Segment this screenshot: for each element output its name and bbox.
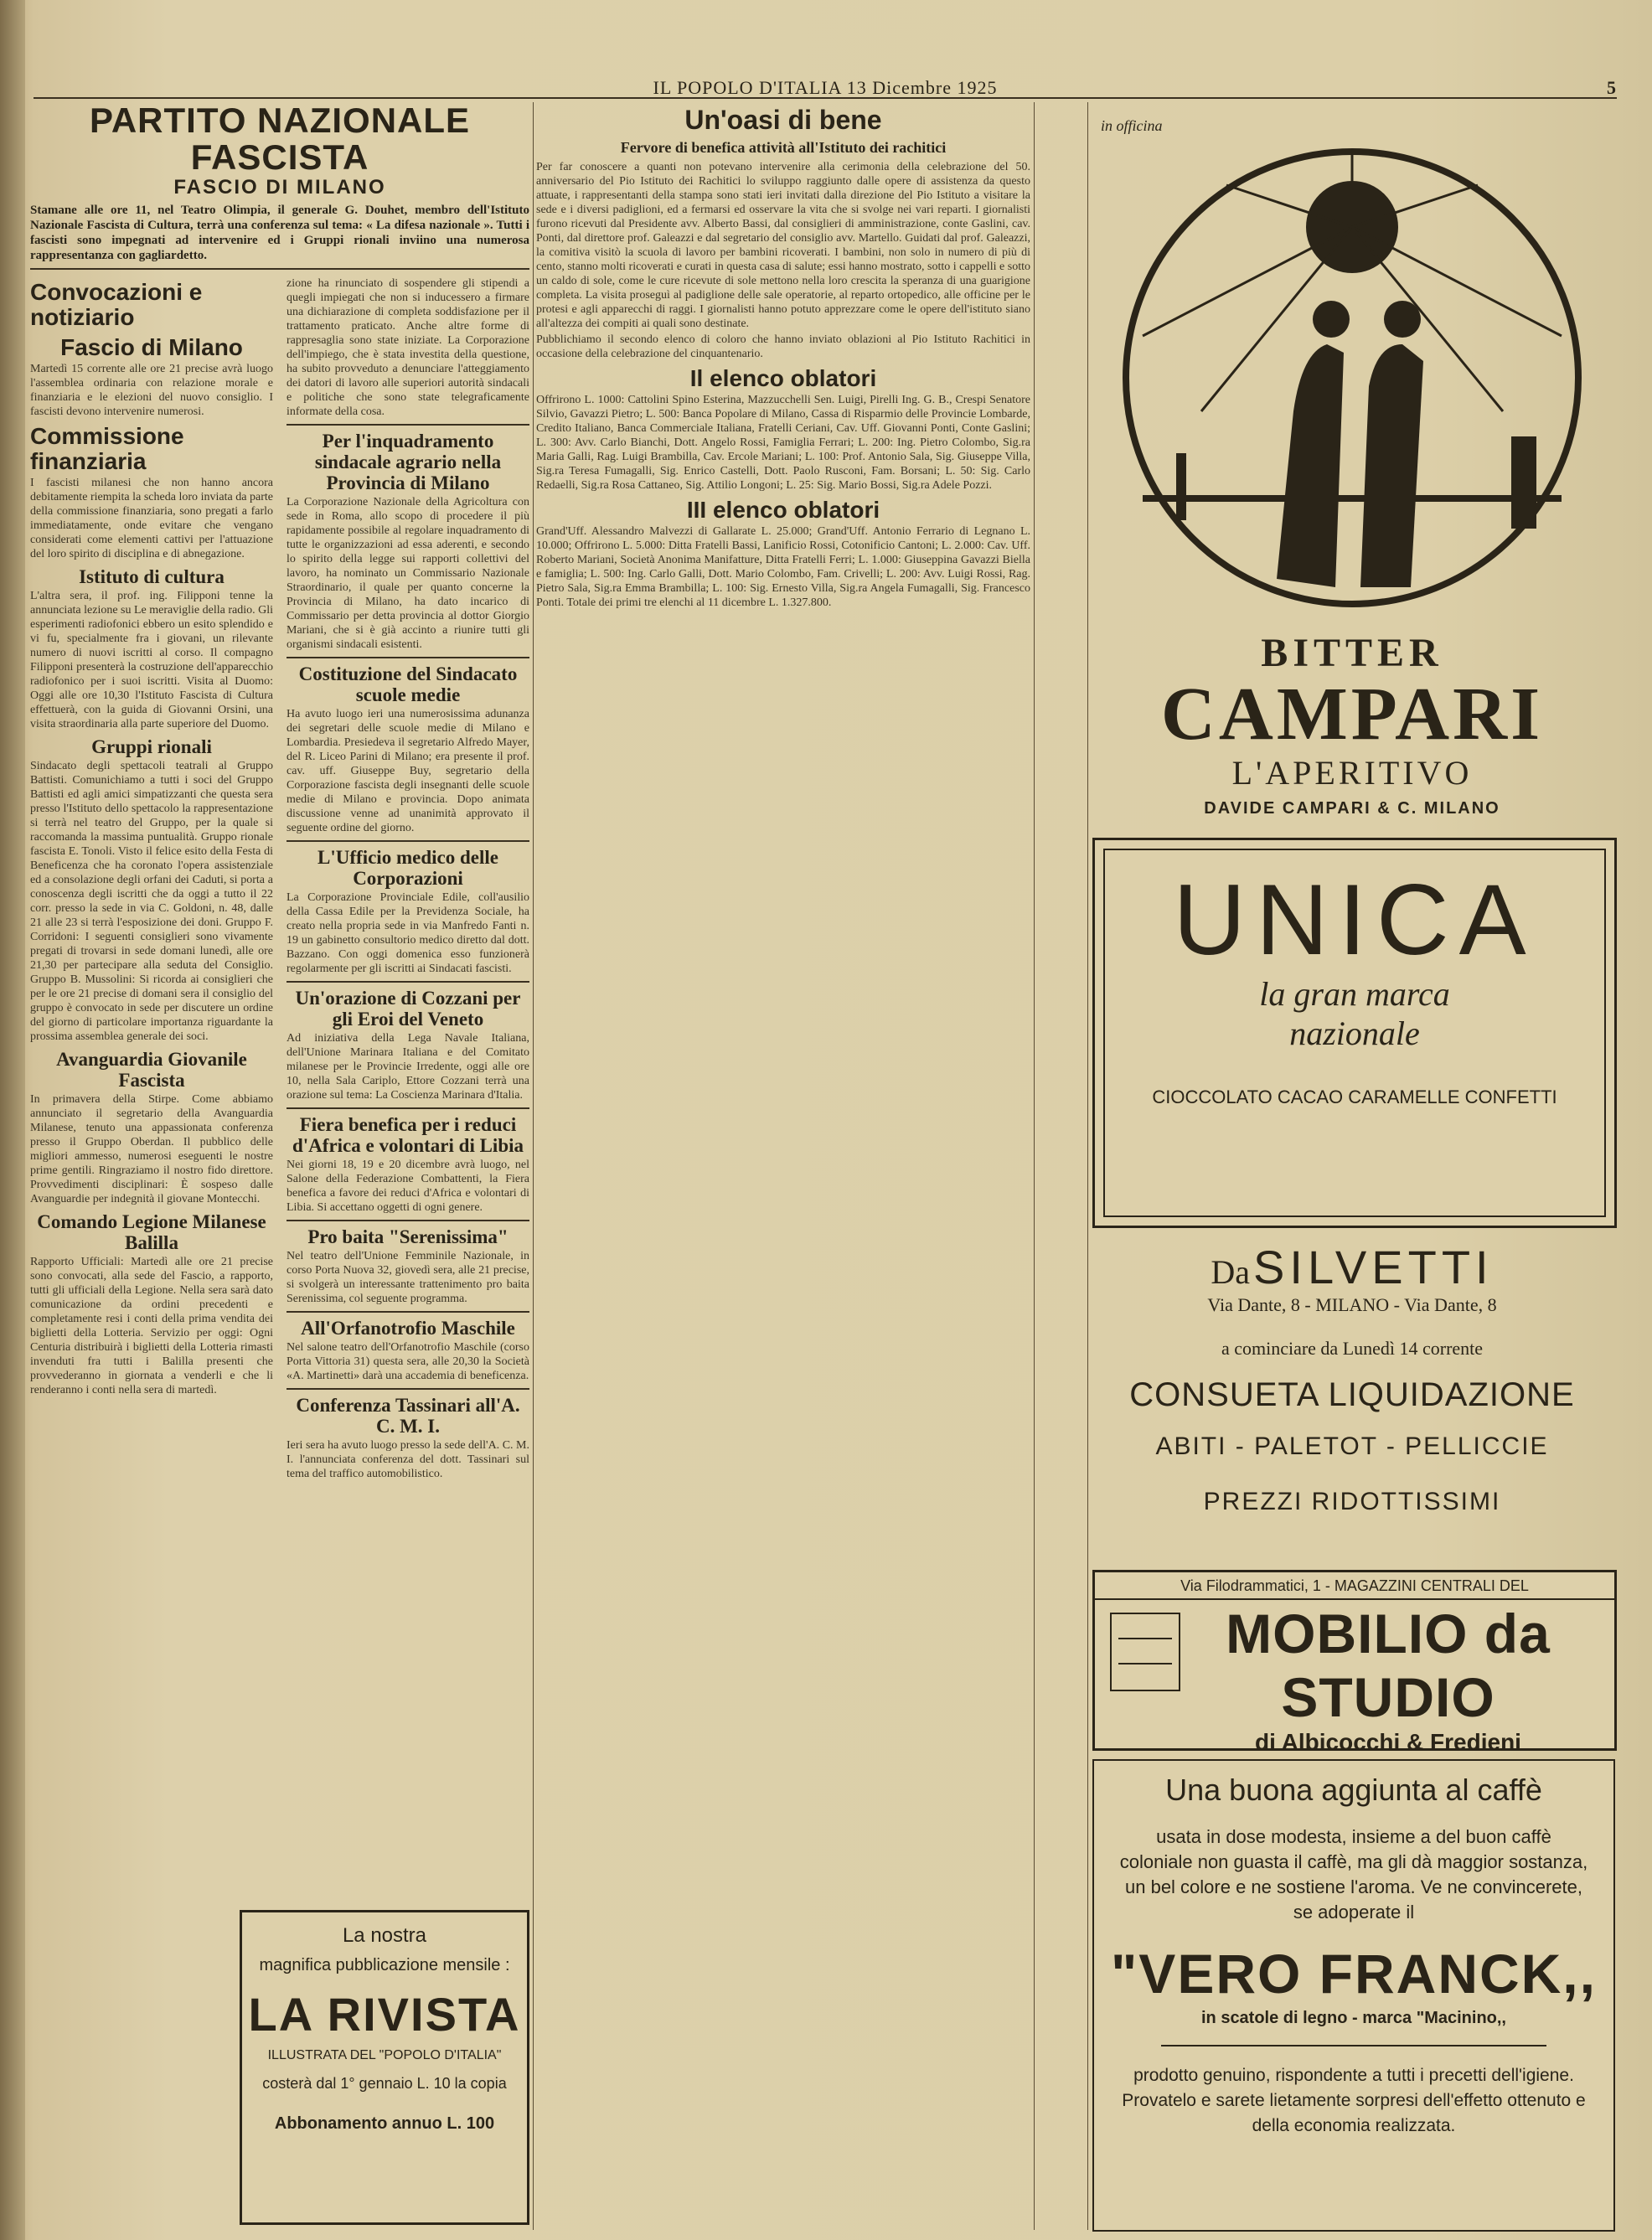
- unica-products: CIOCCOLATO CACAO CARAMELLE CONFETTI: [1152, 1086, 1557, 1107]
- rivista-line3: ILLUSTRATA DEL "POPOLO D'ITALIA": [267, 2048, 502, 2062]
- section-title: III elenco oblatori: [686, 497, 880, 523]
- franck-title: Una buona aggiunta al caffè: [1165, 1773, 1542, 1807]
- section-text: Nel salone teatro dell'Orfanotrofio Maschile (corso Porta Vittoria 31) questa sera, alle 20,30 la Società «A. Martinetti» darà una accademia di beneficenza.: [287, 1341, 529, 1382]
- unica-inner-frame: [1103, 849, 1606, 1217]
- section-text: I fascisti milanesi che non hanno ancora debitamente riempita la scheda loro inviata da parte della commissione finanziaria, sono pregati a farlo immediatamente, onde evitare che vengano considerati come elementi cattivi per l'attuazione del loro spirito di disciplina e di abnegazione.: [30, 477, 273, 560]
- section-text: Nei giorni 18, 19 e 20 dicembre avrà luogo, nel Salone della Federazione Combattenti, la Fiera benefica a favore dei reduci d'Africa e volontari di Libia. Si accettano oggetti di ogni genere.: [287, 1159, 529, 1214]
- section-title: L'Ufficio medico delle Corporazioni: [317, 847, 498, 889]
- section-title: All'Orfanotrofio Maschile: [301, 1318, 515, 1339]
- section-title: Un'orazione di Cozzani per gli Eroi del Veneto: [295, 988, 521, 1030]
- rivista-price: Abbonamento annuo L. 100: [274, 2114, 495, 2133]
- page-gutter: [0, 0, 25, 2240]
- divider: [287, 657, 529, 658]
- section-text: In primavera della Stirpe. Come abbiamo annunciato il segretario della Avanguardia Milanese, tenuto una appassionata conferenza presso il Gruppo Oberdan. Il pubblico delle migliori ammesso, numerosi eseguenti le nostre prime gentili. Ringraziamo il nostro fido direttore. Provvedimenti disciplinari: È sospeso dalle Avanguardie per indegnità il giovane Montecchi.: [30, 1093, 273, 1205]
- silvetti-address: Via Dante, 8 - MILANO - Via Dante, 8: [1207, 1294, 1497, 1315]
- ad-unica: [1092, 838, 1617, 1228]
- section-title: Convocazioni e notiziario: [30, 279, 203, 330]
- section-title: Pro baita "Serenissima": [307, 1226, 509, 1247]
- masthead-title: IL POPOLO D'ITALIA 13 Dicembre 1925: [653, 77, 998, 98]
- page-number: 5: [1607, 77, 1617, 98]
- article-text: Per far conoscere a quanti non potevano intervenire alla cerimonia della celebrazione del 50. anniversario del Pio Istituto dei Rachitici lo sviluppo raggiunto dalle opere di assistenza da questo attuate, i rappresentanti della stampa sono stati ieri invitati dalla direzione del Pio Istituto a visitare la sede e i diversi padiglioni, ed a fermarsi ed osservare la vita che si svolge nei vari reparti. I giornalisti furono ricevuti dal Presidente avv. Alberto Bassi, dal consiglieri di amministrazione, conte Gaslini, cav. Ponti, dal direttore prof. Galeazzi e dal segretario del consiglio avv. Martello. Guidati dal prof. Galeazzi, la comitiva visitò la scuola di lavoro per bambini ricoverati. I bambini, non solo in numero di più di cento, stanno molti ricoverati e curati in questa casa di salute; essi hanno mostrato, sotto i cappelli e sotto un caldo di sole, come le cure ricevute di sole mettono nella loro crescita la speranza di una guarigione completa. La visita proseguì al padiglione delle sale operatorie, al reparto ortopedico, alle officine per le protesi e agli apparecchi di raggi. I giornalisti hanno potuto apprezzare come le opere dell'istituto siano all'altezza dei compiti ai quali sono destinate.: [536, 161, 1030, 330]
- divider: [1161, 2045, 1546, 2046]
- campari-maker: DAVIDE CAMPARI & C. MILANO: [1204, 799, 1500, 818]
- franck-body: usata in dose modesta, insieme a del buon caffè coloniale non guasta il caffè, ma gli dà maggior sostanza, un bel colore e ne sostiene l'aroma. Ve ne convincerete, se adoperate il: [1119, 1826, 1588, 1923]
- desk-icon: [1110, 1613, 1180, 1691]
- franck-footer: prodotto genuino, rispondente a tutti i precetti dell'igiene. Provatelo e sarete lietamente sorpresi dell'effetto ottenuto e della economia realizzata.: [1122, 2066, 1586, 2135]
- divider: [287, 1107, 529, 1109]
- section-text: Nel teatro dell'Unione Femminile Nazionale, in corso Porta Nuova 32, giovedì sera, alle 21 precise, si svolgerà un interessante trattenimento pro baita Serenissima, col seguente programma.: [287, 1250, 529, 1305]
- section-title: Istituto di cultura: [79, 566, 225, 587]
- section-text: Martedì 15 corrente alle ore 21 precise avrà luogo l'assemblea ordinaria con relazione morale e finanziaria e le elezioni del nuovo consiglio. I fascisti devono intervenire numerosi.: [30, 363, 273, 418]
- section-title: Costituzione del Sindacato scuole medie: [298, 663, 518, 705]
- divider: [287, 840, 529, 842]
- silvetti-start: a cominciare da Lunedì 14 corrente: [1221, 1338, 1484, 1359]
- campari-brand1: BITTER: [1261, 631, 1443, 675]
- section-text: zione ha rinunciato di sospendere gli stipendi a quegli impiegati che non si inducessero a firmare una dichiarazione di completa soddisfazione per il trattamento praticato. Anche altre forme di rappresaglia sono state iniziate. La Corporazione dell'impiego, che è stata investita della questione, ha subito provveduto a denunciare l'atteggiamento dei datori di lavoro alle superiori autorità sindacali e politiche che sono state telegraficamente informate della cosa.: [287, 277, 529, 418]
- section-text: L'altra sera, il prof. ing. Filipponi tenne la annunciata lezione su Le meraviglie della radio. Gli esperimenti radiofonici ebbero un esito splendido e vi fu, specialmente fra i giovani, un rilevante numero di nuovi iscritti al corso. Il compagno Filipponi presenterà la costruzione dell'apparecchio radiofonico per i suoi iscritti. Visita al Duomo: Oggi alle ore 10,30 l'Istituto Fascista di Cultura effettuerà, con la guida di Giovanni Orsini, una visita straordinaria alla parte superiore del Duomo.: [30, 590, 273, 730]
- column-oasi-di-bene: [536, 102, 1030, 2230]
- rivista-title: LA RIVISTA: [248, 1988, 521, 2041]
- unica-line2: nazionale: [1289, 1014, 1420, 1052]
- rivista-line4: costerà dal 1° gennaio L. 10 la copia: [262, 2075, 507, 2092]
- divider: [287, 1311, 529, 1313]
- column-rule: [1034, 102, 1035, 2230]
- ad-mobilio-da-studio: [1092, 1570, 1617, 1755]
- unica-brand: UNICA: [1173, 864, 1536, 976]
- headline: PARTITO NAZIONALE FASCISTA: [89, 102, 471, 177]
- subheadline: Fervore di benefica attività all'Istituto dei rachitici: [620, 139, 947, 156]
- donor-list: Grand'Uff. Alessandro Malvezzi di Gallarate L. 25.000; Grand'Uff. Antonio Ferrario di Legnano L. 10.000; Offrirono L. 5.000: Ditta Fratelli Bassi, Lanificio Rossi, Cotonificio Cantoni; L. 2.000: Cav. Uff. Roberto Mariani, Società Anonima Manifatture, Ditta Fratelli Ferri; L. 1.000: Giuseppina Gavazzi Biella e famiglia; L. 500: Ing. Carlo Galli, Dott. Mario Colombo, Fam. Crivelli; L. 200: Avv. Luigi Rossi, Rag. Pietro Sala, Sig.ra Emma Brambilla; L. 100: Sig. Ernesto Villa, Sig.ra Angela Fumagalli, Sig. Francesco Ponti. Totale dei primi tre elenchi al 11 dicembre L. 1.327.800.: [536, 525, 1030, 609]
- divider: [30, 268, 529, 270]
- campari-brand2: CAMPARI: [1160, 673, 1544, 756]
- rivista-line2: magnifica pubblicazione mensile :: [259, 1956, 510, 1974]
- subcolumn-left: [30, 275, 273, 1399]
- campari-top: in officina: [1101, 117, 1163, 134]
- section-text: Ha avuto luogo ieri una numerosissima adunanza dei segretari delle scuole medie di Milano e Lombardia. Presiedeva il segretario Alfredo Mayer, del R. Liceo Parini di Milano; era presente il prof. cav. uff. Giuseppe Buy, segretario della Corporazione fascista degli insegnanti delle scuole medie di Milano e provincia. Dopo animata discussione venne ad unanimità approvato il seguente ordine del giorno.: [287, 708, 529, 834]
- silvetti-sale: CONSUETA LIQUIDAZIONE: [1129, 1376, 1575, 1413]
- campari-tag: L'APERITIVO: [1231, 754, 1473, 792]
- section-title: Conferenza Tassinari all'A. C. M. I.: [296, 1395, 520, 1437]
- franck-sub: in scatole di legno - marca "Macinino,,: [1200, 2009, 1506, 2027]
- divider: [287, 424, 529, 426]
- franck-brand: "VERO FRANCK,,: [1111, 1943, 1597, 2005]
- section-title: Il elenco oblatori: [689, 365, 877, 391]
- subheadline: FASCIO DI MILANO: [173, 176, 386, 199]
- ad-silvetti: [1092, 1240, 1612, 1558]
- ad-vero-franck: [1092, 1759, 1615, 2232]
- unica-line1: la gran marca: [1259, 975, 1450, 1013]
- silvetti-da: Da: [1211, 1253, 1251, 1291]
- section-title: Fiera benefica per i reduci d'Africa e volontari di Libia: [292, 1114, 524, 1156]
- divider: [287, 1388, 529, 1390]
- campari-illustration: [1092, 135, 1612, 621]
- section-title: Per l'inquadramento sindacale agrario nella Provincia di Milano: [314, 431, 502, 493]
- column-rule: [533, 102, 534, 2230]
- ad-campari: [1092, 117, 1612, 823]
- silvetti-items: ABITI - PALETOT - PELLICCIE: [1155, 1432, 1549, 1460]
- subcolumn-right: [287, 275, 529, 1483]
- rivista-line1: La nostra: [342, 1924, 427, 1947]
- section-title: Gruppi rionali: [91, 736, 212, 757]
- mobilio-brand: MOBILIO da STUDIO: [1226, 1603, 1551, 1728]
- mobilio-top: Via Filodrammatici, 1 - MAGAZZINI CENTRALI DEL: [1095, 1577, 1614, 1600]
- section-title: Fascio di Milano: [60, 334, 243, 360]
- section-text: Sindacato degli spettacoli teatrali al Gruppo Battisti. Comunichiamo a tutti i soci del Gruppo Battisti ed agli amici simpatizzanti che questa sera presso l'Istituto dello spettacolo la rappresentazione si terrà nel teatro del Gruppo, per la quale si raccomanda la massima puntualità. Gruppo rionale fascista E. Tonoli. Visto il felice esito della Festa di Beneficenza che ha coronato l'opera assistenziale ed a consolazione degli orfani dei Caduti, si porta a conoscenza degli iscritti che da oggi a tutto il 22 corr. presso la sede in via C. Goldoni, n. 48, dalle 21 alle 23 si terrà l'esposizione dei doni. Gruppo F. Corridoni: I seguenti consiglieri sono vivamente pregati di trovarsi in sede domani lunedì, alle ore 21,30 per partecipare alla seduta del Consiglio. Gruppo B. Mussolini: Si ricorda ai consiglieri che per le ore 21 precise di domani sera il consiglio del gruppo è convocato in sede per discutere un ordine del giorno di particolare importanza riguardante la prossima assemblea generale dei soci.: [30, 760, 273, 1043]
- lead-paragraph: Stamane alle ore 11, nel Teatro Olimpia, il generale G. Douhet, membro dell'Istituto Nazionale Fascista di Cultura, terrà una conferenza sul tema: « La difesa nazionale ». Tutti i fascisti sono impegnati ad intervenire ed i Gruppi rionali inviino una numerosa rappresentanza con gagliardetto.: [30, 204, 529, 262]
- section-text: La Corporazione Nazionale della Agricoltura con sede in Roma, allo scopo di procedere il più rapidamente possibile al regolare inquadramento di tutte le organizzazioni ad essa aderenti, e secondo lo spirito della legge sui rapporti collettivi del lavoro, ha nominato un Commissario Nazionale Straordinario, il quale per quanto concerne la Provincia di Milano, ha dato incarico di Commissario per detta provincia al dottor Giorgio Mariani, che si è già accinto a riunire tutti gli organismi sindacali esistenti.: [287, 496, 529, 651]
- headline: Un'oasi di bene: [684, 105, 882, 135]
- section-text: Rapporto Ufficiali: Martedì alle ore 21 precise sono convocati, alla sede del Fascio, a rapporto, tutti gli ufficiali della Legione. Nella sera sarà dato comunicazione da ordini precedenti e completamente resi i conti della prima vendita dei biglietti della Lotteria. Servizio per oggi: Ogni Centuria distribuirà i biglietti della Lotteria rimasti invenduti fra tutti i Balilla presenti che provvederanno in giornata a venderli e che li renderanno i conti nella sera di martedì.: [30, 1256, 273, 1396]
- divider: [287, 1220, 529, 1221]
- column-spacer: [1037, 102, 1086, 2230]
- section-text: Ad iniziativa della Lega Navale Italiana, dell'Unione Marinara Italiana e del Comitato milanese per le Provincie Irredente, oggi alle ore 10, nella Sala Cariplo, Ettore Cozzani terrà una orazione sul tema: La Coscienza Marinara d'Italia.: [287, 1032, 529, 1102]
- silvetti-prices: PREZZI RIDOTTISSIMI: [1203, 1488, 1501, 1515]
- ad-la-rivista: [240, 1910, 529, 2225]
- donor-list: Offrirono L. 1000: Cattolini Spino Esterina, Mazzucchelli Sen. Luigi, Pirelli Ing. G. B., Crespi Senatore Silvio, Gavazzi Pietro; L. 500: Banca Popolare di Milano, Cassa di Risparmio delle Provincie Lombarde, Credito Italiano, Banca Commerciale Italiana, Fratelli Ceriani, Cav. Uff. Giovanni Ponti, Conte Gaslini; L. 300: Avv. Carlo Bianchi, Dott. Angelo Rossi, Famiglia Ferrari; L. 200: Ing. Pietro Colombo, Sig.ra Maria Galli, Rag. Luigi Brambilla, Cav. Ercole Mariani; L. 100: Prof. Antonio Sala, Sig. Giuseppe Villa, Sig.ra Teresa Fumagalli, Sig. Enrico Castelli, Dott. Paolo Rusconi, Fam. Borsani; L. 50: Sig. Carlo Redaelli, Sig.ra Rosa Cattaneo, Sig. Attilio Longoni; L. 25: Sig. Mario Bossi, Sig.ra Adele Pozzi.: [536, 394, 1030, 492]
- silvetti-name: SILVETTI: [1253, 1241, 1494, 1293]
- section-title: Avanguardia Giovanile Fascista: [56, 1049, 247, 1091]
- article-text: Pubblichiamo il secondo elenco di coloro che hanno inviato oblazioni al Pio Istituto Rachitici in occasione della celebrazione del cinquantenario.: [536, 333, 1030, 360]
- column-rule: [1087, 102, 1088, 2230]
- section-text: La Corporazione Provinciale Edile, coll'ausilio della Cassa Edile per la Previdenza Sociale, ha creato nella propria sede in via Manfredo Fanti n. 19 un gabinetto consultorio medico diretto dal dott. Bazzano. Con oggi domenica esso funzionerà regolarmente per gli iscritti ai Sindacati fascisti.: [287, 891, 529, 975]
- section-text: Ieri sera ha avuto luogo presso la sede dell'A. C. M. I. l'annunciata conferenza del dott. Tassinari sul tema del traffico automobilistico.: [287, 1439, 529, 1480]
- section-title: Comando Legione Milanese Balilla: [37, 1211, 266, 1253]
- masthead: [34, 77, 1617, 99]
- section-title: Commissione finanziaria: [30, 423, 184, 474]
- divider: [287, 981, 529, 983]
- mobilio-owners: di Albicocchi & Fredieni: [1255, 1729, 1521, 1755]
